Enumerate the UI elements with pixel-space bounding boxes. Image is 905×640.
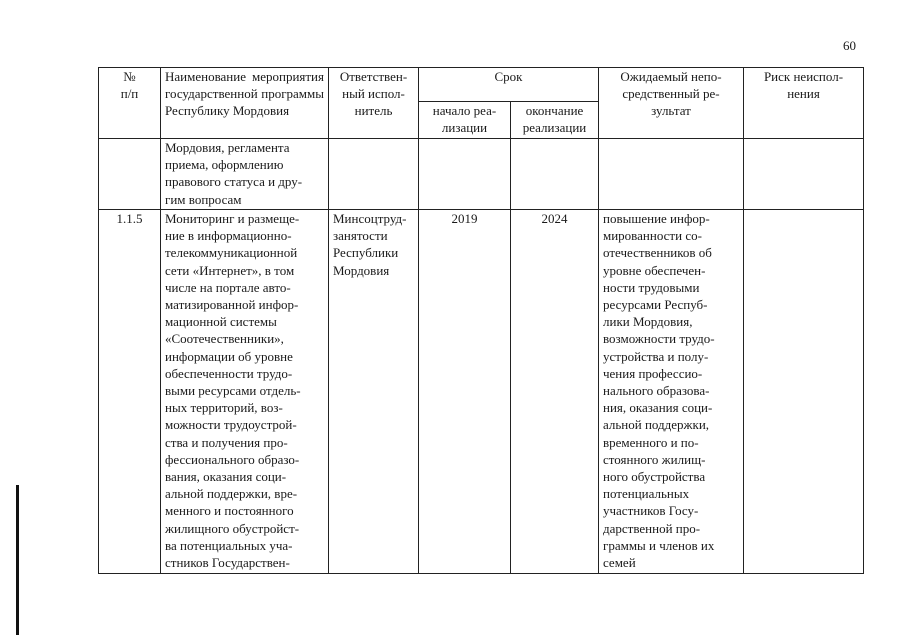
row-name: Мордовия, регламента приема, оформлению правового статуса и дру- гим вопросам <box>161 139 329 210</box>
page-number: 60 <box>843 38 856 53</box>
header-num: № п/п <box>99 68 161 139</box>
row-expected: повышение инфор- мированности со- отечественников об уровне обеспечен- ности трудовыми ресурсами Респуб- лики Мордовия, возможности трудо- устройства и полу- чения профессио- нального образова- ния, оказания соци- альной поддержки, временного и по- стоянного жилищ- ного обустройства потенциальных участников Госу- дарственной про- граммы и членов их семей <box>599 210 744 574</box>
header-start: начало реа- лизации <box>419 102 511 139</box>
header-row-1 <box>99 68 864 102</box>
program-table <box>98 67 864 574</box>
row-risk <box>744 210 864 574</box>
header-responsible: Ответствен- ный испол- нитель <box>329 68 419 139</box>
header-end: окончание реализации <box>511 102 599 139</box>
header-name: Наименование мероприятия государственной программы Республику Мордовия <box>161 68 329 139</box>
row-expected <box>599 139 744 210</box>
table-row <box>99 139 864 210</box>
row-name: Мониторинг и размеще- ние в информационно- телекоммуникационной сети «Интернет», в том числе на портале авто- матизированной инфор- мационной системы «Соотечественники», информации об уровне обеспеченности трудо- выми ресурсами отдель- ных территорий, воз- можности трудоустрой- ства и получения про- фессионального образо- вания, оказания соци- альной поддержки, вре- менного и постоянного жилищного обустройст- ва потенциальных уча- стников Государствен- <box>161 210 329 574</box>
table-row <box>99 210 864 574</box>
row-end <box>511 139 599 210</box>
row-num <box>99 139 161 210</box>
row-end: 2024 <box>511 210 599 574</box>
scan-edge-bar <box>16 485 19 635</box>
header-expected: Ожидаемый непо- средственный ре- зультат <box>599 68 744 139</box>
header-term: Срок <box>419 68 599 102</box>
row-start <box>419 139 511 210</box>
row-num: 1.1.5 <box>99 210 161 574</box>
header-risk: Риск неиспол- нения <box>744 68 864 139</box>
row-responsible <box>329 139 419 210</box>
row-responsible: Минсоцтруд- занятости Республики Мордовия <box>329 210 419 574</box>
row-risk <box>744 139 864 210</box>
row-start: 2019 <box>419 210 511 574</box>
